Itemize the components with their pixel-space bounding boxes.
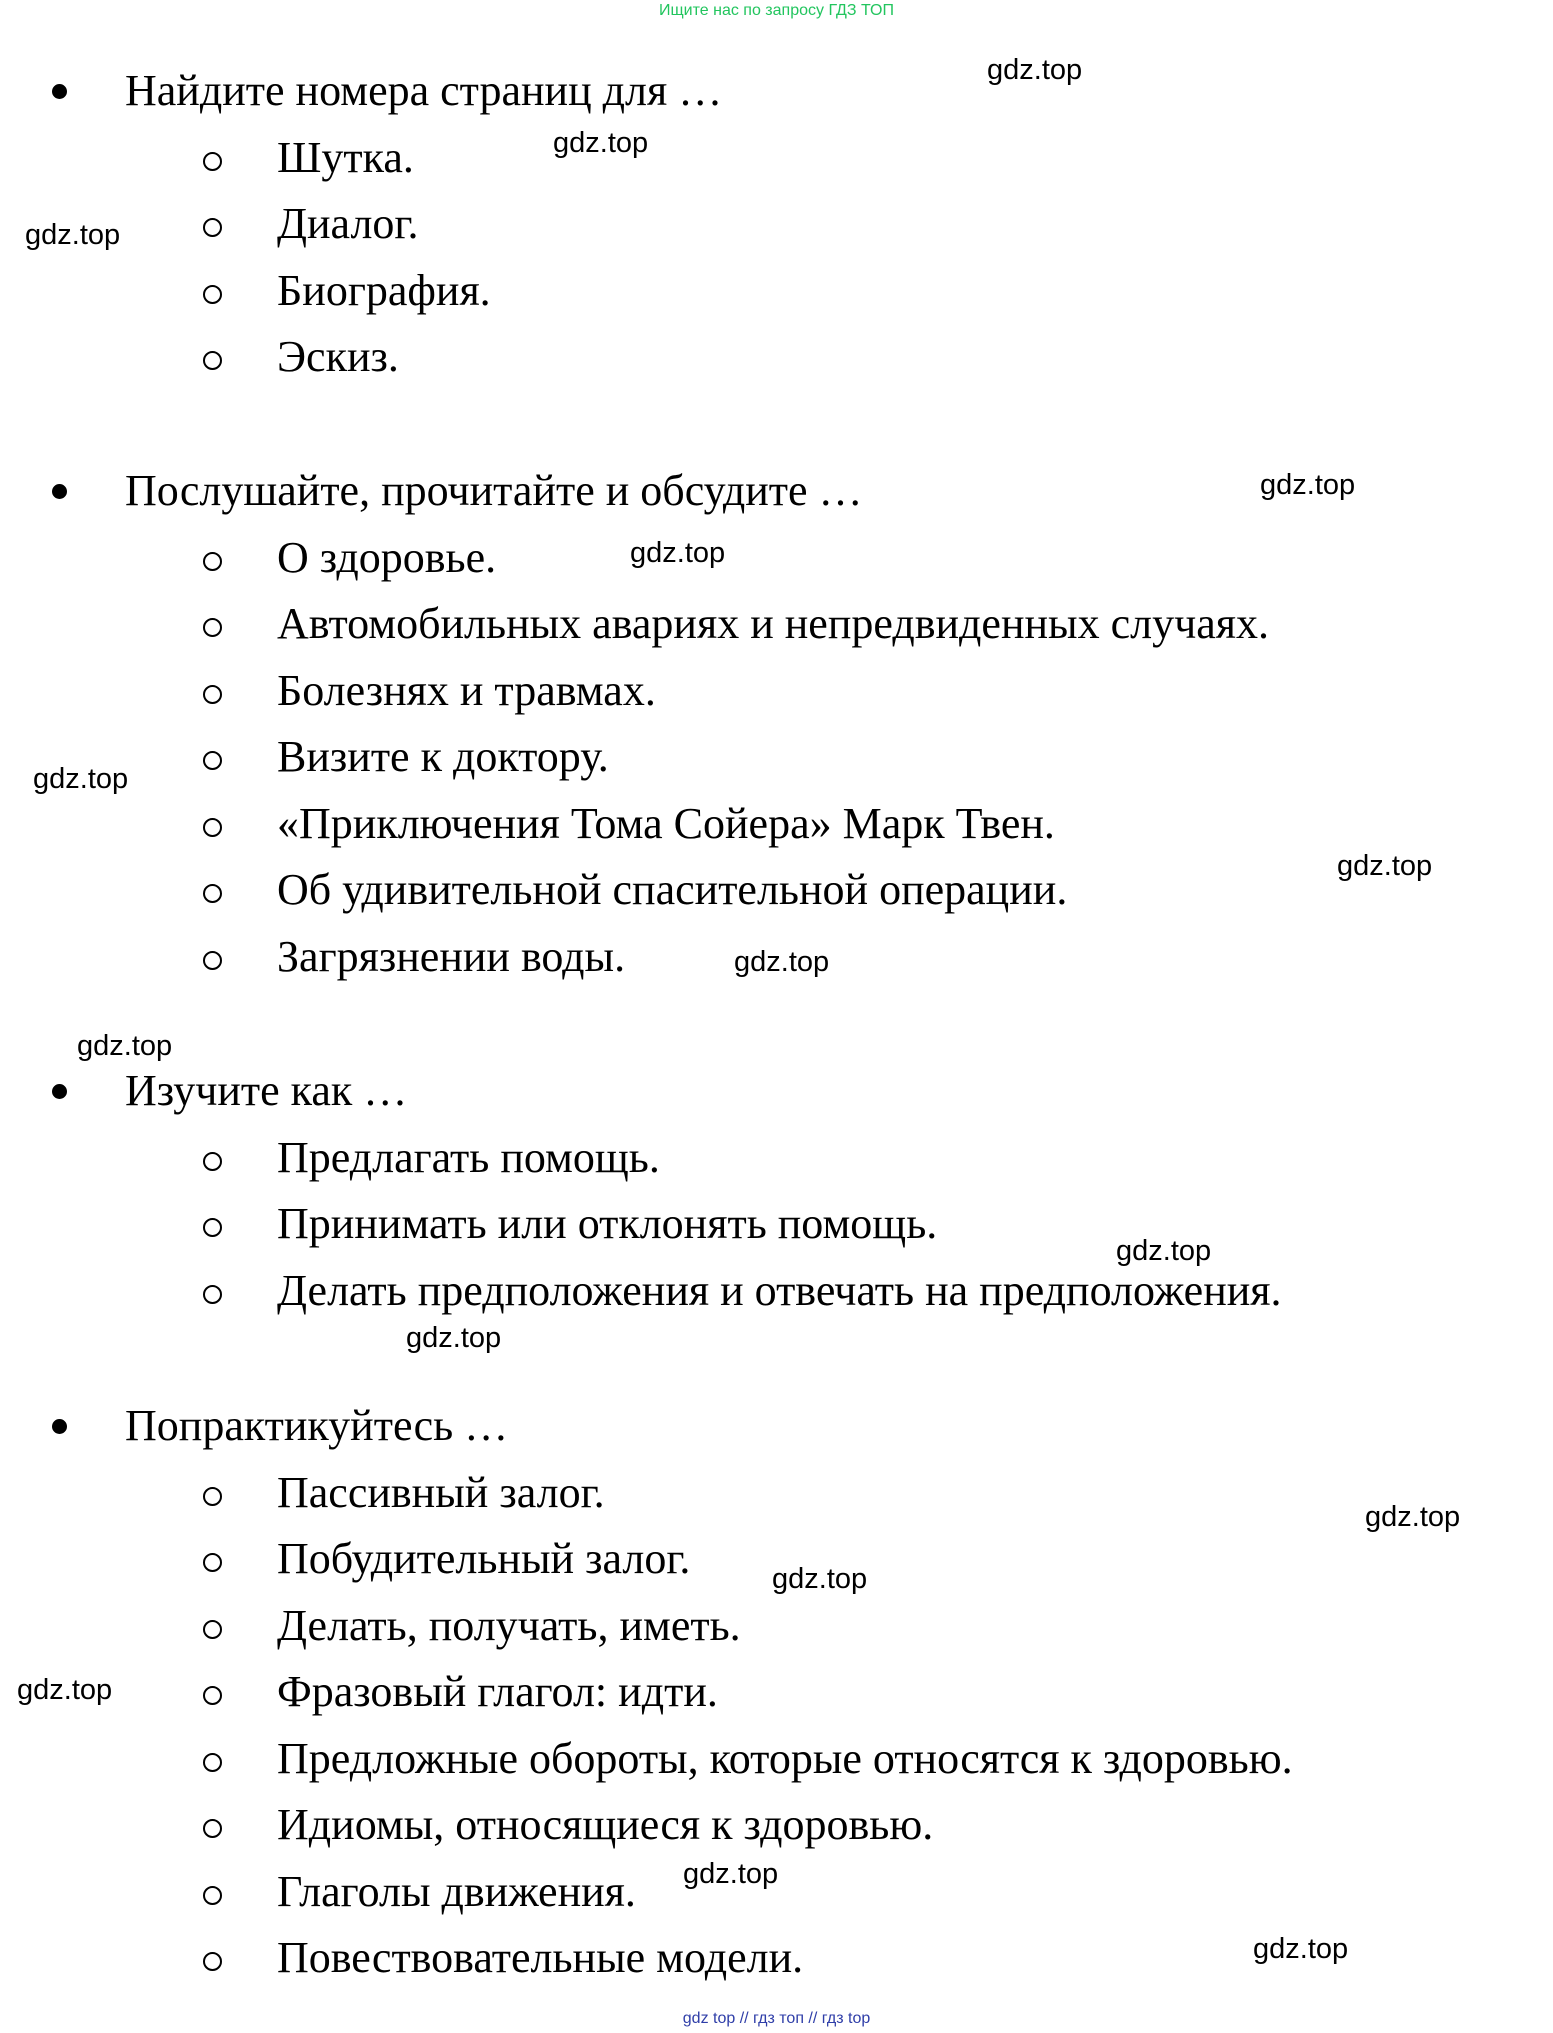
list-item-text: Визите к доктору. [277, 732, 609, 781]
watermark: gdz.top [683, 1858, 779, 1890]
circle-bullet-icon [203, 1152, 222, 1171]
circle-bullet-icon [203, 351, 222, 370]
bottom-banner: gdz top // гдз топ // гдз top [682, 2010, 871, 2027]
list-item [0, 125, 1553, 192]
circle-bullet-icon [203, 1218, 222, 1237]
list-item-text: Болезнях и травмах. [277, 665, 656, 715]
watermark: gdz.top [17, 1674, 113, 1706]
watermark: gdz.top [553, 127, 649, 159]
list-item-text: Предложные обороты, которые относятся к здоровью. [277, 1733, 1293, 1783]
watermark: gdz.top [772, 1563, 868, 1595]
list-item-text: Побудительный залог. [277, 1534, 691, 1583]
list-item-text: Делать предположения и отвечать на предположения. [277, 1265, 1282, 1315]
list-item-text: Диалог. [277, 199, 419, 248]
list-item-text: Принимать или отклонять помощь. [277, 1199, 938, 1248]
section-heading: Найдите номера страниц для … [125, 66, 723, 115]
list-item-text: Пассивный залог. [277, 1467, 605, 1517]
list-item [0, 525, 1553, 592]
section-learn-how [0, 1058, 1553, 1324]
list-item-text: Фразовый глагол: идти. [277, 1667, 718, 1716]
watermark: gdz.top [1116, 1235, 1212, 1267]
list-item [0, 1191, 1553, 1258]
watermark: gdz.top [406, 1322, 502, 1354]
list-item-text: Предлагать помощь. [277, 1132, 660, 1182]
circle-bullet-icon [203, 618, 222, 637]
list-item [0, 857, 1553, 924]
circle-bullet-icon [203, 1753, 222, 1772]
list-item-text: Повествовательные модели. [277, 1933, 804, 1982]
circle-bullet-icon [203, 685, 222, 704]
section-heading: Послушайте, прочитайте и обсудите … [125, 466, 863, 515]
list-item-text: Автомобильных авариях и непредвиденных случаях. [277, 599, 1269, 648]
circle-bullet-icon [203, 818, 222, 837]
list-item [0, 1125, 1553, 1192]
circle-bullet-icon [203, 884, 222, 903]
watermark: gdz.top [734, 946, 830, 978]
circle-bullet-icon [203, 751, 222, 770]
section-heading: Изучите как … [125, 1066, 408, 1115]
watermark: gdz.top [25, 219, 121, 251]
list-item-text: Биография. [277, 265, 491, 315]
list-item-text: Загрязнении воды. [277, 931, 626, 981]
circle-bullet-icon [203, 1952, 222, 1971]
circle-bullet-icon [203, 1819, 222, 1838]
watermark: gdz.top [1253, 1933, 1349, 1965]
list-item [0, 258, 1553, 325]
list-item-text: Идиомы, относящиеся к здоровью. [277, 1800, 934, 1849]
list-item-text: Шутка. [277, 132, 414, 182]
watermark: gdz.top [1337, 850, 1433, 882]
section-heading: Попрактикуйтесь … [125, 1401, 509, 1450]
list-item-text: «Приключения Тома Сойера» Марк Твен. [277, 798, 1055, 848]
bullet-icon [52, 484, 67, 499]
list-item [0, 1258, 1553, 1325]
list-item [0, 1659, 1553, 1726]
circle-bullet-icon [203, 552, 222, 571]
circle-bullet-icon [203, 218, 222, 237]
watermark: gdz.top [33, 763, 129, 795]
circle-bullet-icon [203, 285, 222, 304]
list-item-text: О здоровье. [277, 532, 497, 582]
list-item [0, 1792, 1553, 1859]
circle-bullet-icon [203, 1686, 222, 1705]
section-listen-read-discuss [0, 458, 1553, 990]
list-item [0, 724, 1553, 791]
top-banner: Ищите нас по запросу ГДЗ ТОП [659, 2, 894, 19]
circle-bullet-icon [203, 951, 222, 970]
list-item-text: Об удивительной спасительной операции. [277, 865, 1068, 914]
list-item [0, 1460, 1553, 1527]
watermark: gdz.top [987, 54, 1083, 86]
list-item [0, 591, 1553, 658]
list-item-text: Делать, получать, иметь. [277, 1600, 741, 1650]
list-item [0, 191, 1553, 258]
section-heading-row [0, 58, 1553, 125]
circle-bullet-icon [203, 152, 222, 171]
list-item-text: Глаголы движения. [277, 1866, 636, 1916]
list-item [0, 1593, 1553, 1660]
list-item [0, 1726, 1553, 1793]
section-heading-row [0, 1058, 1553, 1125]
section-practice [0, 1393, 1553, 1992]
bullet-icon [52, 84, 67, 99]
list-item [0, 324, 1553, 391]
section-heading-row [0, 1393, 1553, 1460]
section-find-pages [0, 58, 1553, 391]
list-item-text: Эскиз. [277, 332, 399, 381]
watermark: gdz.top [77, 1030, 173, 1062]
circle-bullet-icon [203, 1285, 222, 1304]
watermark: gdz.top [1365, 1501, 1461, 1533]
bullet-icon [52, 1084, 67, 1099]
circle-bullet-icon [203, 1620, 222, 1639]
circle-bullet-icon [203, 1553, 222, 1572]
list-item [0, 791, 1553, 858]
circle-bullet-icon [203, 1487, 222, 1506]
circle-bullet-icon [203, 1886, 222, 1905]
list-item [0, 658, 1553, 725]
watermark: gdz.top [1260, 469, 1356, 501]
watermark: gdz.top [630, 537, 726, 569]
bullet-icon [52, 1419, 67, 1434]
